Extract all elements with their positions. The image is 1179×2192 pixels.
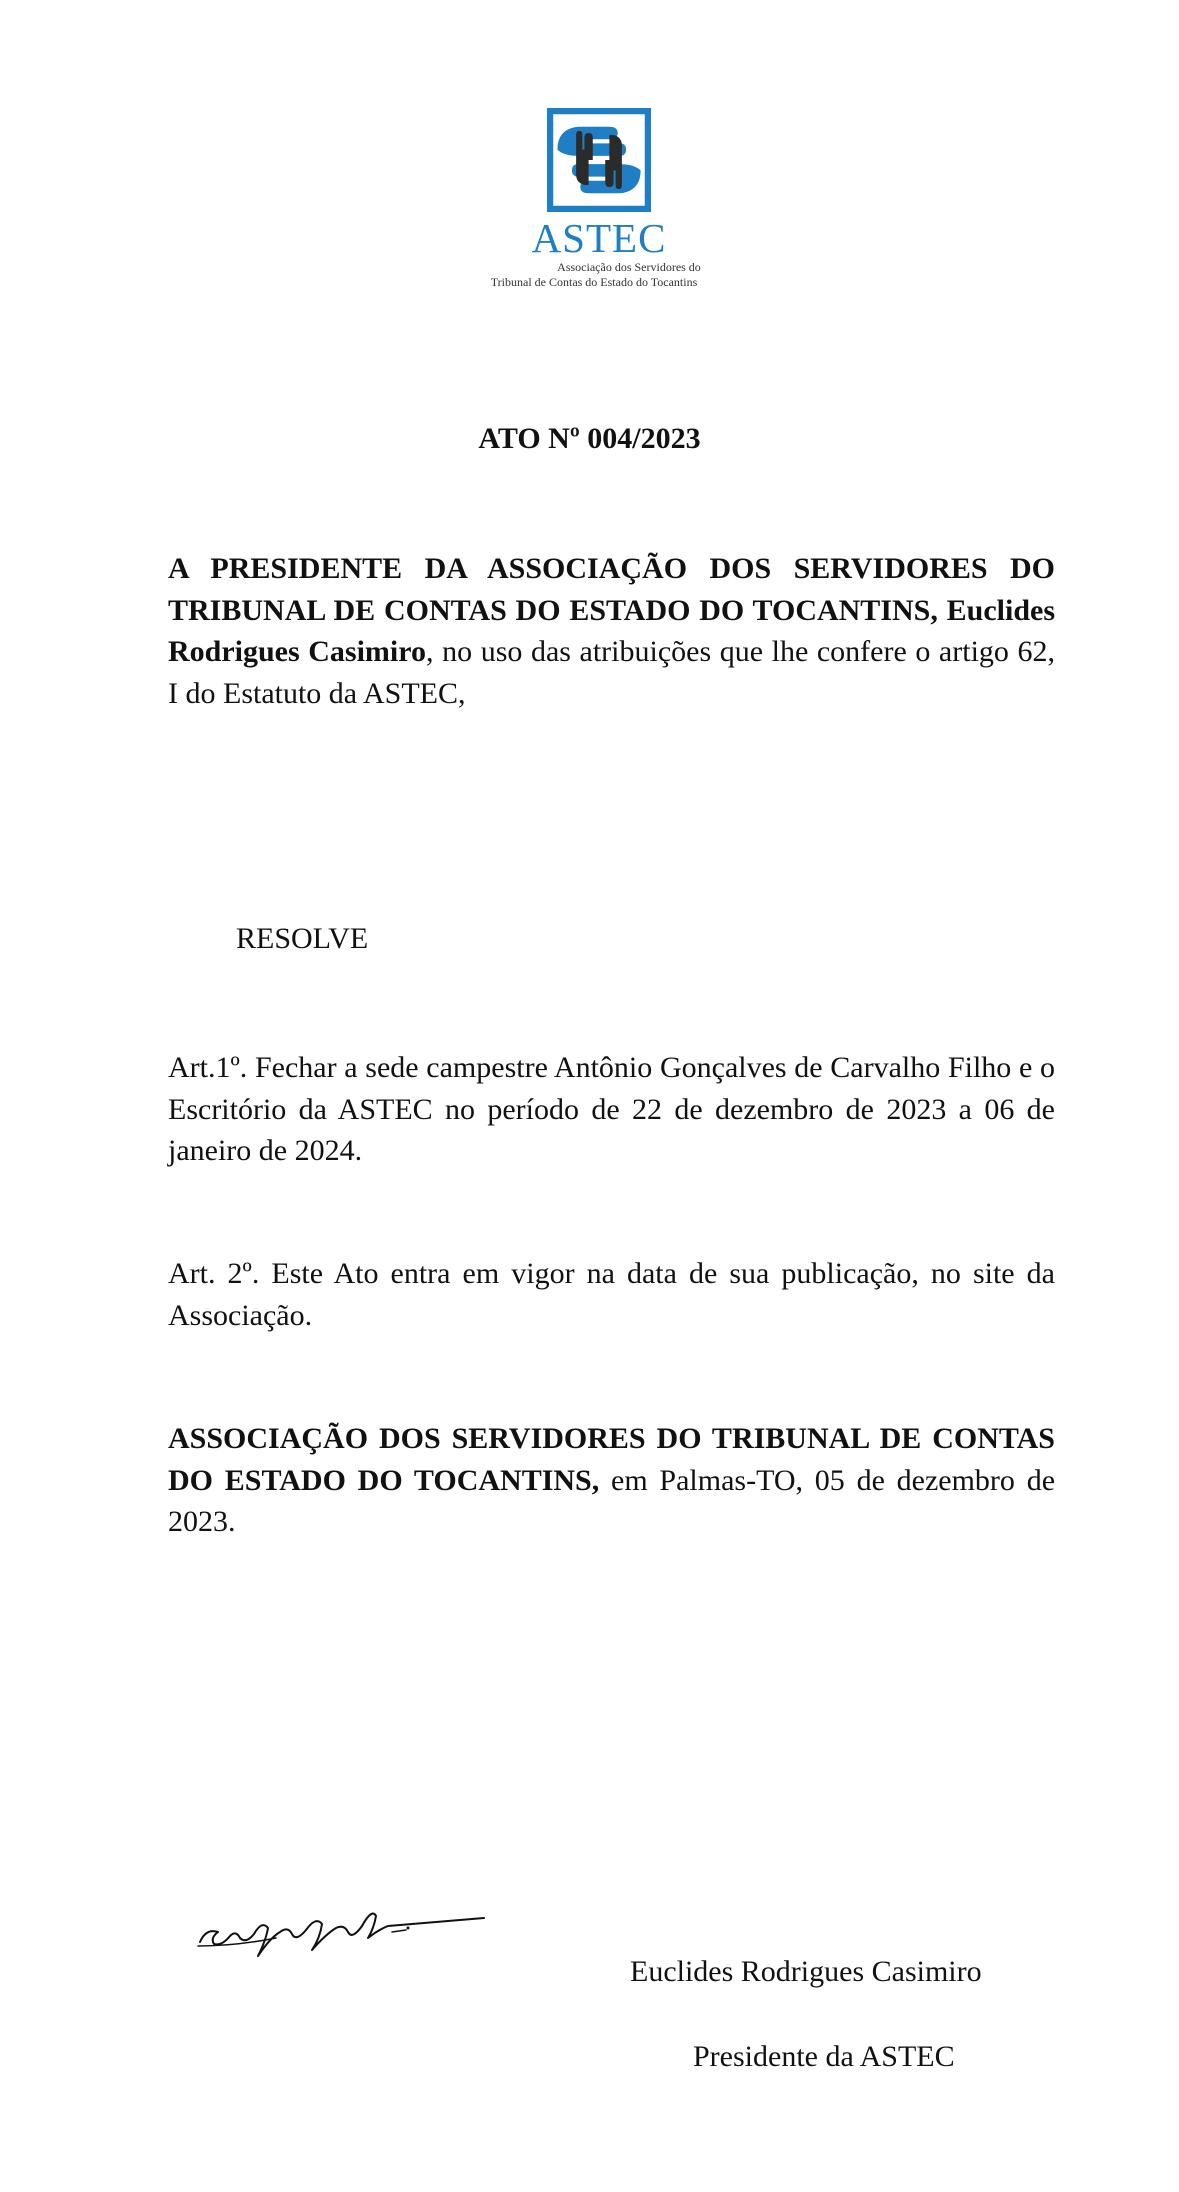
handwritten-signature bbox=[196, 1880, 486, 1970]
hands-logo-icon bbox=[547, 108, 651, 212]
president-name: Euclides Rodrigues Casimiro bbox=[168, 593, 1055, 668]
article-1: Art.1º. Fechar a sede campestre Antônio Gonçalves de Carvalho Filho e o Escritório da ASTEC no período de 22 de dezembro de 2023 a 06 de janeiro de 2024. bbox=[168, 1051, 1055, 1167]
logo-name: ASTEC bbox=[531, 215, 667, 261]
document-title: ATO Nº 004/2023 bbox=[478, 422, 701, 455]
intro-heading: A PRESIDENTE DA ASSOCIAÇÃO DOS SERVIDORES DO TRIBUNAL DE CONTAS DO ESTADO DO TOCANTINS, bbox=[168, 552, 1055, 627]
resolve-heading: RESOLVE bbox=[236, 922, 369, 955]
astec-logo bbox=[484, 108, 714, 290]
closing-paragraph bbox=[168, 1418, 1055, 1543]
logo-subtitle-line2: Tribunal de Contas do Estado do Tocantins bbox=[490, 275, 698, 289]
closing-place-date: em Palmas-TO, 05 de dezembro de 2023. bbox=[168, 1463, 1056, 1538]
article-2: Art. 2º. Este Ato entra em vigor na data de sua publicação, no site da Associação. bbox=[168, 1257, 1055, 1332]
intro-paragraph bbox=[168, 548, 1055, 714]
closing-entity: ASSOCIAÇÃO DOS SERVIDORES DO TRIBUNAL DE CONTAS DO ESTADO DO TOCANTINS, bbox=[168, 1422, 1055, 1497]
signer-name: Euclides Rodrigues Casimiro bbox=[630, 1955, 982, 1988]
signer-role: Presidente da ASTEC bbox=[693, 2040, 955, 2073]
logo-subtitle-line1: Associação dos Servidores do bbox=[557, 260, 701, 274]
intro-text: , no uso das atribuições que lhe confere o artigo 62, I do Estatuto da ASTEC, bbox=[168, 635, 1055, 710]
